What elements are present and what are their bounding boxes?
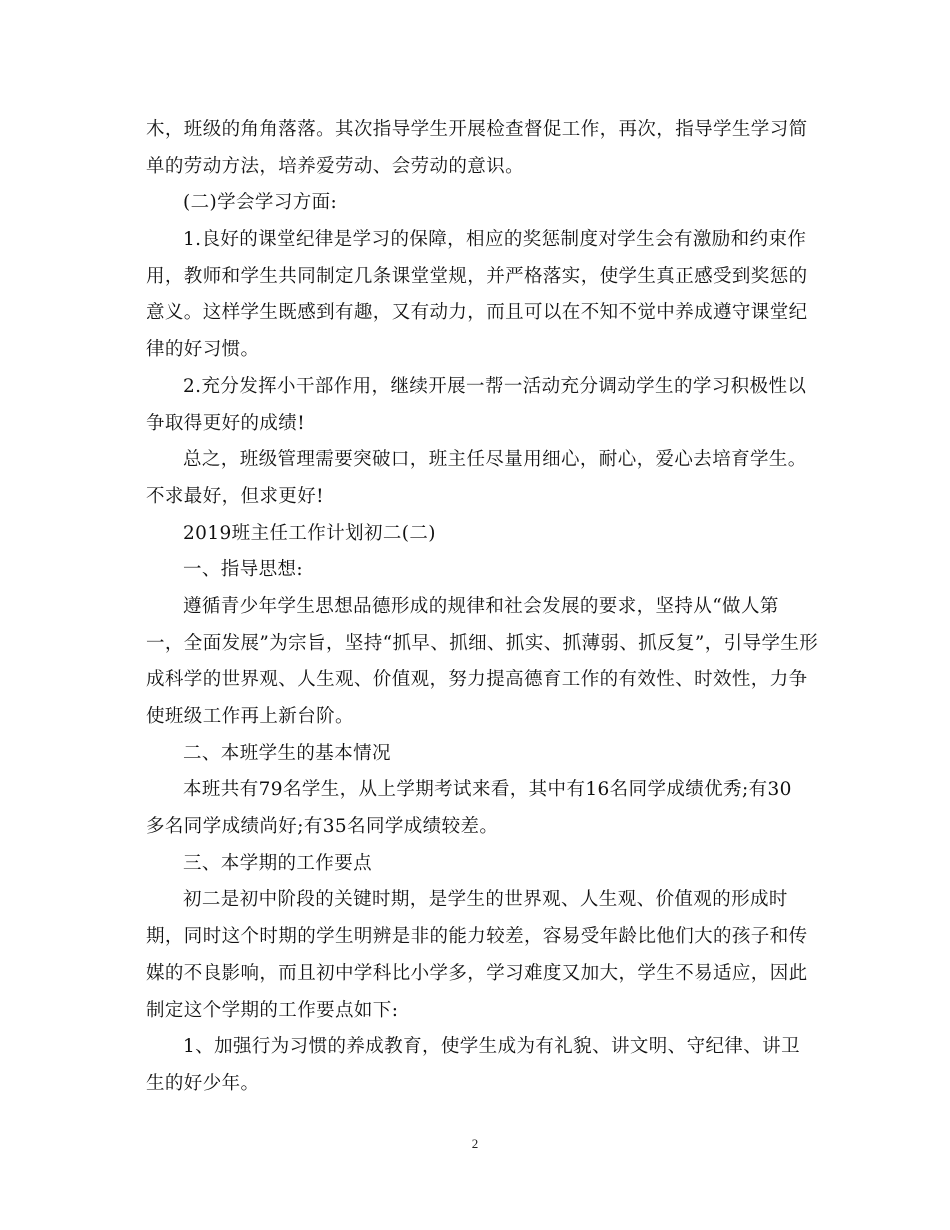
text-line: 用，教师和学生共同制定几条课堂堂规，并严格落实，使学生真正感受到奖惩的	[146, 265, 808, 287]
text-line: 1、加强行为习惯的养成教育，使学生成为有礼貌、讲文明、守纪律、讲卫	[183, 1036, 800, 1058]
body-text	[146, 112, 819, 1103]
text-line: 单的劳动方法，培养爱劳动、会劳动的意识。	[146, 155, 525, 177]
text-line: 媒的不良影响，而且初中学科比小学多，学习难度又加大，学生不易适应，因此	[146, 962, 808, 984]
text-line: 律的好习惯。	[146, 339, 260, 361]
text-line: 制定这个学期的工作要点如下:	[146, 999, 399, 1021]
text-line: 不求最好，但求更好!	[146, 485, 324, 507]
text-line: 意义。这样学生既感到有趣，又有动力，而且可以在不知不觉中养成遵守课堂纪	[146, 302, 808, 324]
text-line: 争取得更好的成绩!	[146, 412, 306, 434]
text-line: 2.充分发挥小干部作用，继续开展一帮一活动充分调动学生的学习积极性以	[183, 375, 807, 397]
text-line: 总之，班级管理需要突破口，班主任尽量用细心，耐心，爱心去培育学生。	[183, 449, 807, 471]
text-line: 1.良好的课堂纪律是学习的保障，相应的奖惩制度对学生会有激励和约束作	[183, 229, 807, 251]
text-line: 期，同时这个时期的学生明辨是非的能力较差，容易受年龄比他们大的孩子和传	[146, 926, 808, 948]
text-line: 初二是初中阶段的关键时期，是学生的世界观、人生观、价值观的形成时	[183, 889, 788, 911]
text-line: 三、本学期的工作要点	[183, 852, 373, 874]
page-number: 2	[471, 1136, 479, 1151]
text-line: 遵循青少年学生思想品德形成的规律和社会发展的要求，坚持从“做人第	[183, 595, 779, 617]
text-line: 多名同学成绩尚好;有35名同学成绩较差。	[146, 816, 499, 838]
text-line: 木，班级的角角落落。其次指导学生开展检查督促工作，再次，指导学生学习简	[146, 119, 808, 140]
text-line: 2019班主任工作计划初二(二)	[183, 522, 436, 544]
text-line: 生的好少年。	[146, 1072, 260, 1094]
text-line: 一、指导思想:	[183, 559, 304, 581]
text-line: 使班级工作再上新台阶。	[146, 706, 354, 727]
text-line: 一，全面发展”为宗旨，坚持“抓早、抓细、抓实、抓薄弱、抓反复”，引导学生形	[146, 632, 819, 654]
text-line: 本班共有79名学生，从上学期考试来看，其中有16名同学成绩优秀;有30	[183, 779, 792, 801]
text-line: (二)学会学习方面:	[183, 192, 338, 214]
text-line: 成科学的世界观、人生观、价值观，努力提高德育工作的有效性、时效性，力争	[146, 669, 808, 691]
text-line: 二、本班学生的基本情况	[183, 742, 391, 764]
